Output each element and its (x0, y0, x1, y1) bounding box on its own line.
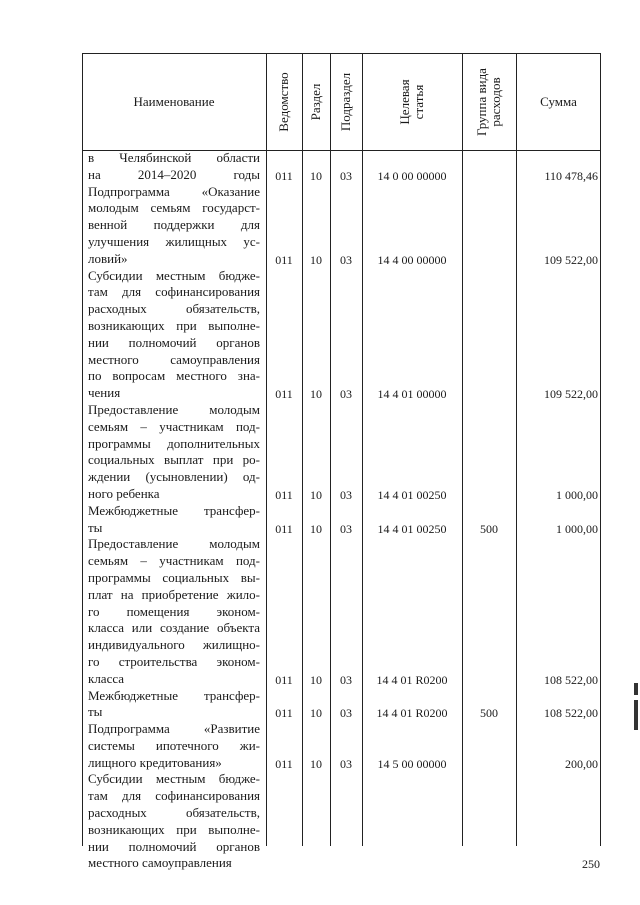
description-line: семьям – участникам под- (88, 418, 260, 434)
description-line: плат на приобретение жило- (88, 586, 260, 602)
expense-group-code: 500 (480, 521, 498, 536)
description-line: расходных обязательств, (88, 301, 260, 317)
amount-value: 109 522,00 (544, 387, 598, 402)
column-divider (82, 53, 83, 846)
description-line: возникающих при выполне- (88, 317, 260, 333)
description-line: го строительства эконом- (88, 653, 260, 669)
target-article-code: 14 0 00 00000 (377, 168, 447, 183)
section-code: 10 (310, 387, 322, 402)
description-line: Субсидии местным бюдже- (88, 267, 260, 283)
scan-edge-mark (634, 683, 638, 695)
amount-value: 200,00 (565, 756, 598, 771)
section-code: 10 (310, 756, 322, 771)
target-article-code: 14 4 00 00000 (377, 252, 447, 267)
description-line: индивидуального жилищно- (88, 637, 260, 653)
description-line: Субсидии местным бюдже- (88, 771, 260, 787)
subsection-code: 03 (340, 387, 352, 402)
header-target-article: Целевая статья (397, 78, 426, 125)
amount-value: 109 522,00 (544, 252, 598, 267)
description-line: ловий» (88, 250, 128, 266)
description-line: класса (88, 670, 125, 686)
description-line: возникающих при выполне- (88, 821, 260, 837)
subsection-code: 03 (340, 252, 352, 267)
description-line: Межбюджетные трансфер- (88, 502, 260, 518)
description-line: чения (88, 385, 121, 401)
department-code: 011 (275, 168, 293, 183)
header-expense-group: Группа вида расходов (474, 67, 503, 136)
expense-group-code: 500 (480, 706, 498, 721)
description-line: улучшения жилищных ус- (88, 233, 260, 249)
section-code: 10 (310, 168, 322, 183)
description-line: там для софинансирования (88, 788, 260, 804)
subsection-code: 03 (340, 706, 352, 721)
description-line: по вопросам местного зна- (88, 368, 260, 384)
department-code: 011 (275, 252, 293, 267)
description-line: программы дополнительных (88, 435, 260, 451)
subsection-code: 03 (340, 756, 352, 771)
amount-value: 110 478,46 (544, 168, 598, 183)
description-line: системы ипотечного жи- (88, 737, 260, 753)
description-line: социальных выплат при ро- (88, 452, 260, 468)
amount-value: 1 000,00 (556, 488, 598, 502)
description-line: Подпрограмма «Оказание (88, 183, 260, 199)
amount-value: 108 522,00 (544, 672, 598, 687)
description-line: го помещения эконом- (88, 603, 260, 619)
department-code: 011 (275, 706, 293, 721)
description-line: Межбюджетные трансфер- (88, 687, 260, 703)
department-code: 011 (275, 756, 293, 771)
description-line: расходных обязательств, (88, 805, 260, 821)
description-line: ты (88, 519, 103, 535)
section-code: 10 (310, 706, 322, 721)
subsection-code: 03 (340, 488, 352, 502)
description-line: Подпрограмма «Развитие (88, 721, 260, 737)
header-name: Наименование (133, 93, 215, 109)
description-line: там для софинансирования (88, 284, 260, 300)
target-article-code: 14 5 00 00000 (377, 756, 447, 771)
description-line: венной поддержки для (88, 217, 260, 233)
target-article-code: 14 4 01 R0200 (376, 706, 448, 721)
description-line: Предоставление молодым (88, 536, 260, 552)
description-line: ного ребенка (88, 485, 160, 501)
description-line: в Челябинской области (88, 150, 260, 165)
department-code: 011 (275, 387, 293, 402)
subsection-code: 03 (340, 521, 352, 536)
target-article-code: 14 4 01 00000 (377, 387, 447, 402)
description-line: Предоставление молодым (88, 401, 260, 417)
subsection-code: 03 (340, 672, 352, 687)
description-line: местного самоуправления (88, 351, 260, 367)
target-article-code: 14 4 01 00250 (377, 488, 447, 502)
header-section: Раздел (308, 83, 323, 120)
description-line: класса или создание объекта (88, 620, 260, 636)
scan-edge-mark (634, 700, 638, 730)
description-line: лищного кредитования» (88, 754, 222, 770)
description-line: нии полномочий органов (88, 334, 260, 350)
department-code: 011 (275, 521, 293, 536)
header-amount: Сумма (540, 93, 577, 109)
section-code: 10 (310, 521, 322, 536)
description-line: программы социальных вы- (88, 569, 260, 585)
description-line: местного самоуправления (88, 855, 232, 871)
description-line: на 2014–2020 годы (88, 166, 260, 182)
description-line: молодым семьям государст- (88, 200, 260, 216)
target-article-code: 14 4 01 R0200 (376, 672, 448, 687)
section-code: 10 (310, 672, 322, 687)
page-number: 250 (582, 857, 600, 871)
column-divider (462, 53, 463, 846)
amount-value: 1 000,00 (556, 521, 598, 536)
section-code: 10 (310, 488, 322, 502)
section-code: 10 (310, 252, 322, 267)
description-line: ты (88, 704, 103, 720)
target-article-code: 14 4 01 00250 (377, 521, 447, 536)
header-department: Ведомство (276, 71, 291, 132)
header-subsection: Подраздел (338, 72, 353, 131)
description-line: нии полномочий органов (88, 838, 260, 854)
description-column (88, 150, 260, 872)
description-line: семьям – участникам под- (88, 553, 260, 569)
department-code: 011 (275, 672, 293, 687)
column-divider (600, 53, 601, 846)
description-line: ждении (усыновлении) од- (88, 469, 260, 485)
subsection-code: 03 (340, 168, 352, 183)
amount-value: 108 522,00 (544, 706, 598, 721)
department-code: 011 (275, 488, 293, 502)
